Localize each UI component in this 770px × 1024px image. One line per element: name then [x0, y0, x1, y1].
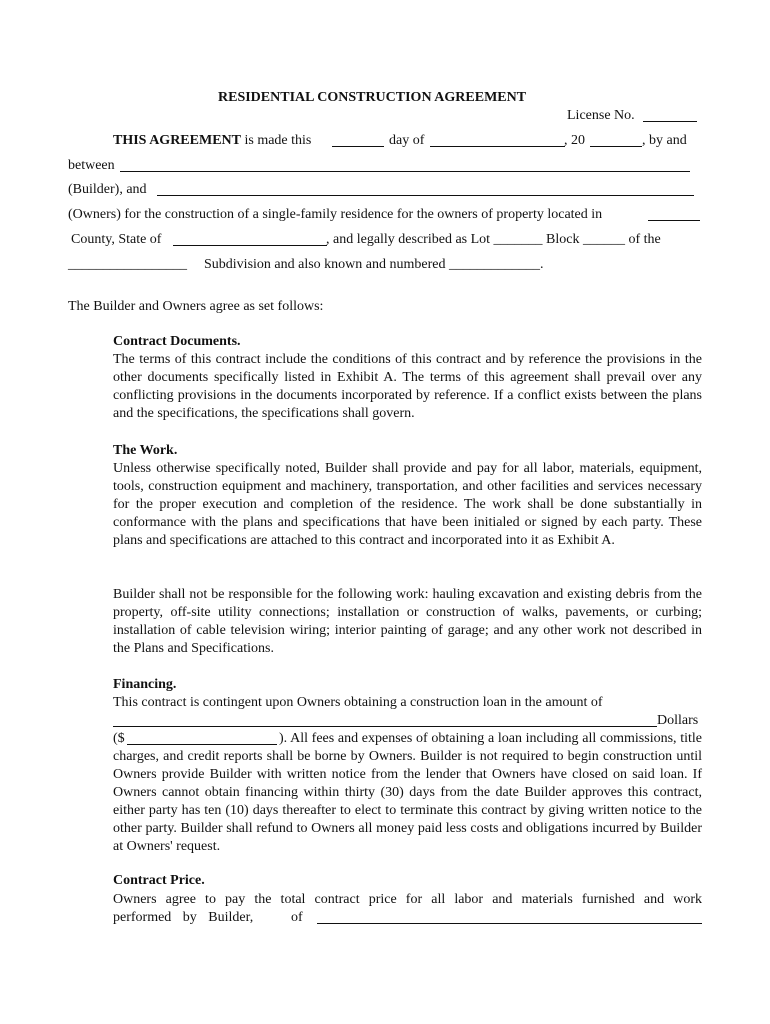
year-blank[interactable]	[590, 146, 642, 147]
license-label: License No.	[567, 108, 635, 123]
the-work-exclusions: Builder shall not be responsible for the following work: hauling excavation and existing debris from the property, off-site utility connections; installation or construction of walks, pavements, or curbing; installation of cable television wiring; interior painting of garage; and any other work not described in the Plans and Specifications.	[113, 587, 702, 656]
financing-body: ). All fees and expenses of obtaining a loan including all commissions, title charges, and credit reports shall be borne by Owners. Builder is not required to begin construction until Owners provide Builder with written notice from the lender that Owners have closed on said loan. If Owners cannot obtain financing within thirty (30) days from the date Builder approves this contract, either party has ten (10) days thereafter to elect to terminate this contract by giving written notice to the other party. Builder shall refund to Owners all money paid less costs and obligations incurred by Builder at Owners' request.	[113, 731, 702, 854]
contract-price-heading: Contract Price.	[113, 873, 205, 888]
month-blank[interactable]	[430, 146, 565, 147]
financing-heading: Financing.	[113, 677, 177, 692]
by-and-text: , by and	[642, 133, 687, 148]
owners-name-blank[interactable]	[157, 195, 694, 196]
dollars-text: Dollars	[657, 713, 699, 728]
between-text: between	[68, 158, 115, 173]
loan-amount-words-blank[interactable]	[113, 726, 657, 727]
contract-documents-heading: Contract Documents.	[113, 334, 241, 349]
financing-line-1: This contract is contingent upon Owners obtaining a construction loan in the amount of	[113, 695, 603, 710]
owners-for-text: (Owners) for the construction of a single-family residence for the owners of property located in	[68, 207, 603, 222]
county-state-text: County, State of	[71, 232, 162, 247]
state-blank[interactable]	[173, 245, 327, 246]
contract-price-line-2a: performed by Builder,	[113, 910, 254, 925]
agreement-lead: THIS AGREEMENT	[113, 133, 241, 148]
contract-documents-body: The terms of this contract include the conditions of this contract and by reference the provisions in the other documents specifically listed in Exhibit A. The terms of this agreement shall prevail over any conflicting provisions in the documents incorporated by reference. If a conflict exists between the plans and the specifications, the specifications shall govern.	[113, 352, 702, 421]
year-prefix-text: , 20	[564, 133, 585, 148]
builder-name-blank[interactable]	[120, 171, 690, 172]
dollar-open-text: ($	[113, 731, 125, 746]
agreement-intro-line: The Builder and Owners agree as set follows:	[68, 299, 324, 314]
legal-description-text: , and legally described as Lot _______ Block ______ of the	[326, 232, 661, 247]
subdivision-text: Subdivision and also known and numbered _____________.	[204, 257, 544, 272]
day-of-text: day of	[389, 133, 425, 148]
license-number-blank[interactable]	[643, 121, 697, 122]
subdivision-blank[interactable]: _________________	[68, 257, 187, 272]
the-work-body: Unless otherwise specifically noted, Builder shall provide and pay for all labor, materials, equipment, tools, construction equipment and machinery, transportation, and other facilities and services necessary for the proper execution and completion of the residence. The work shall be done substantially in conformance with the plans and specifications that have been initialed or signed by each party. These plans and specifications are attached to this contract and incorporated into it as Exhibit A.	[113, 461, 702, 548]
contract-price-blank[interactable]	[317, 923, 702, 924]
the-work-heading: The Work.	[113, 443, 178, 458]
location-blank[interactable]	[648, 220, 700, 221]
contract-price-line-2b: of	[291, 910, 303, 925]
intro-line-1	[113, 132, 311, 150]
contract-price-line-1: Owners agree to pay the total contract price for all labor and materials furnished and work	[113, 892, 702, 907]
builder-and-text: (Builder), and	[68, 182, 147, 197]
day-blank[interactable]	[332, 146, 384, 147]
page-title: RESIDENTIAL CONSTRUCTION AGREEMENT	[218, 90, 527, 105]
made-this-text: is made this	[240, 133, 312, 148]
